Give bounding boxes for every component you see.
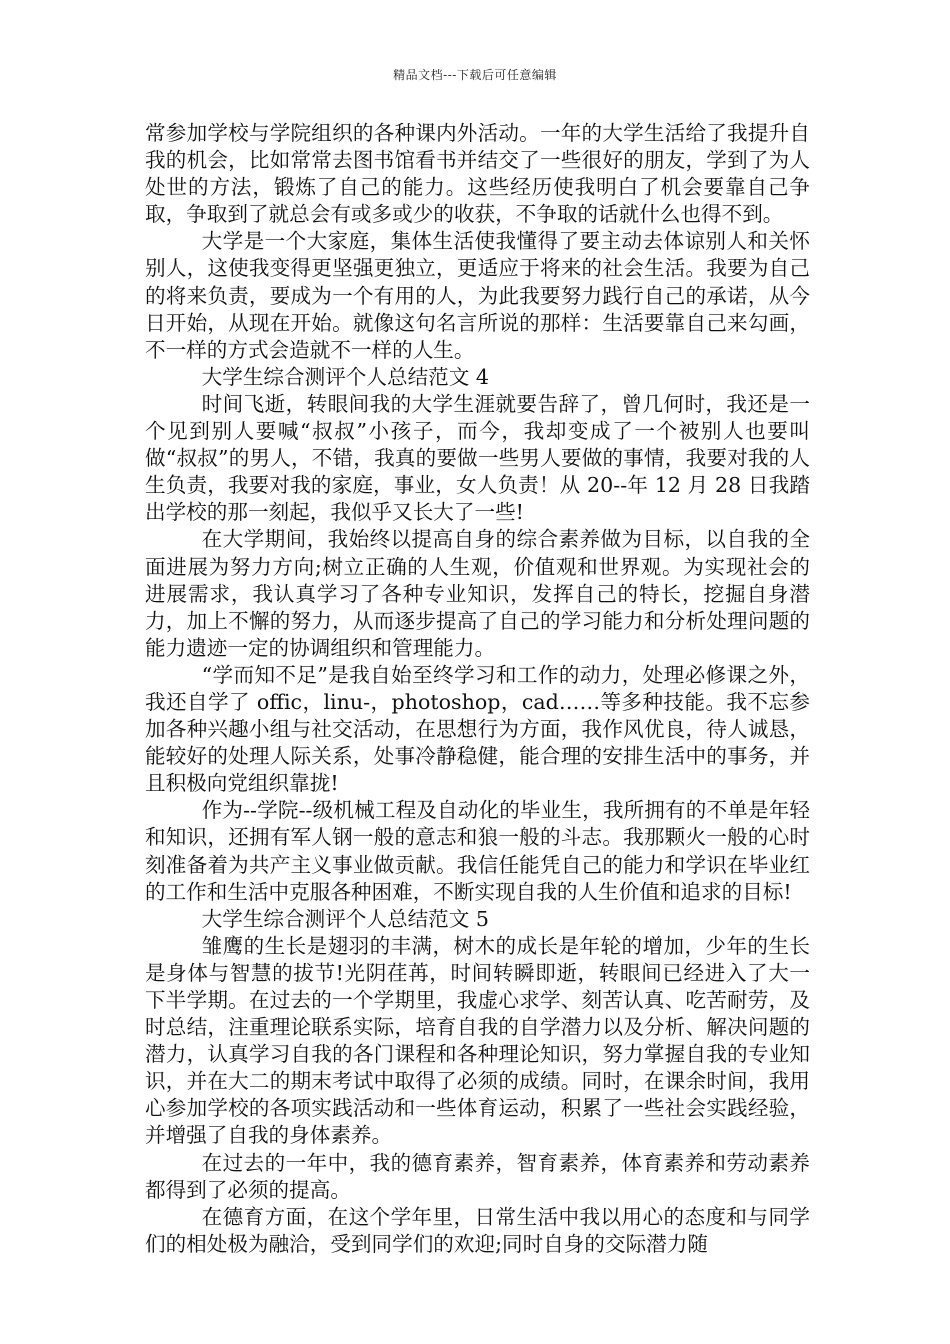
paragraph: “学而知不足”是我自始至终学习和工作的动力，处理必修课之外，我还自学了 offic，linu-，photoshop，cad……等多种技能。我不忘参加各种兴趣小组与社交活动，在思想行为方面，我作风优良，待人诚恳，能较好的处理人际关系，处事冷静稳健，能合理的安排生活中的事务，并且积极向党组织靠拢!: [145, 662, 810, 796]
paragraph: 时间飞逝，转眼间我的大学生涯就要告辞了，曾几何时，我还是一个见到别人要喊“叔叔”小孩子，而今，我却变成了一个被别人也要叫做“叔叔”的男人，不错，我真的要做一些男人要做的事情，我要对我的人生负责，我要对我的家庭，事业，女人负责！从 20--年 12 月 28 日我踏出学校的那一刻起，我似乎又长大了一些!: [145, 391, 810, 525]
paragraph: 常参加学校与学院组织的各种课内外活动。一年的大学生活给了我提升自我的机会，比如常常去图书馆看书并结交了一些很好的朋友，学到了为人处世的方法，锻炼了自己的能力。这些经历使我明白了机会要靠自己争取，争取到了就总会有或多或少的收获，不争取的话就什么也得不到。: [145, 121, 810, 227]
section-heading: 大学生综合测评个人总结范文 4: [201, 364, 490, 389]
paragraph: 在德育方面，在这个学年里，日常生活中我以用心的态度和与同学们的相处极为融洽，受到同学们的欢迎;同时自身的交际潜力随: [145, 1204, 810, 1256]
paragraph: 大学是一个大家庭，集体生活使我懂得了要主动去体谅别人和关怀别人，这使我变得更坚强更独立，更适应于将来的社会生活。我要为自己的将来负责，要成为一个有用的人，为此我要努力践行自己的承诺，从今日开始，从现在开始。就像这句名言所说的那样：生活要靠自己来勾画，不一样的方式会造就不一样的人生。: [145, 229, 810, 362]
document-body: [145, 120, 810, 1258]
page-header-note: 精品文档---下载后可任意编辑: [393, 68, 557, 82]
paragraph: 在大学期间，我始终以提高自身的综合素养做为目标，以自我的全面进展为努力方向;树立正确的人生观，价值观和世界观。为实现社会的进展需求，我认真学习了各种专业知识，发挥自己的特长，挖掘自身潜力，加上不懈的努力，从而逐步提高了自己的学习能力和分析处理问题的能力遗迹一定的协调组织和管理能力。: [145, 527, 810, 660]
section-heading: 大学生综合测评个人总结范文 5: [201, 906, 490, 931]
paragraph: 在过去的一年中，我的德育素养，智育素养，体育素养和劳动素养都得到了必须的提高。: [145, 1150, 810, 1202]
paragraph: 作为--学院--级机械工程及自动化的毕业生，我所拥有的不单是年轻和知识，还拥有军人钢一般的意志和狼一般的斗志。我那颗火一般的心时刻准备着为共产主义事业做贡献。我信任能凭自己的能力和学识在毕业红的工作和生活中克服各种困难，不断实现自我的人生价值和追求的目标!: [145, 798, 810, 904]
paragraph: 雏鹰的生长是翅羽的丰满，树木的成长是年轮的增加，少年的生长是身体与智慧的拔节!光阴荏苒，时间转瞬即逝，转眼间已经进入了大一下半学期。在过去的一个学期里，我虚心求学、刻苦认真、吃苦耐劳，及时总结，注重理论联系实际，培育自我的自学潜力以及分析、解决问题的潜力，认真学习自我的各门课程和各种理论知识，努力掌握自我的专业知识，并在大二的期末考试中取得了必须的成绩。同时，在课余时间，我用心参加学校的各项实践活动和一些体育运动，积累了一些社会实践经验，并增强了自我的身体素养。: [145, 933, 810, 1148]
